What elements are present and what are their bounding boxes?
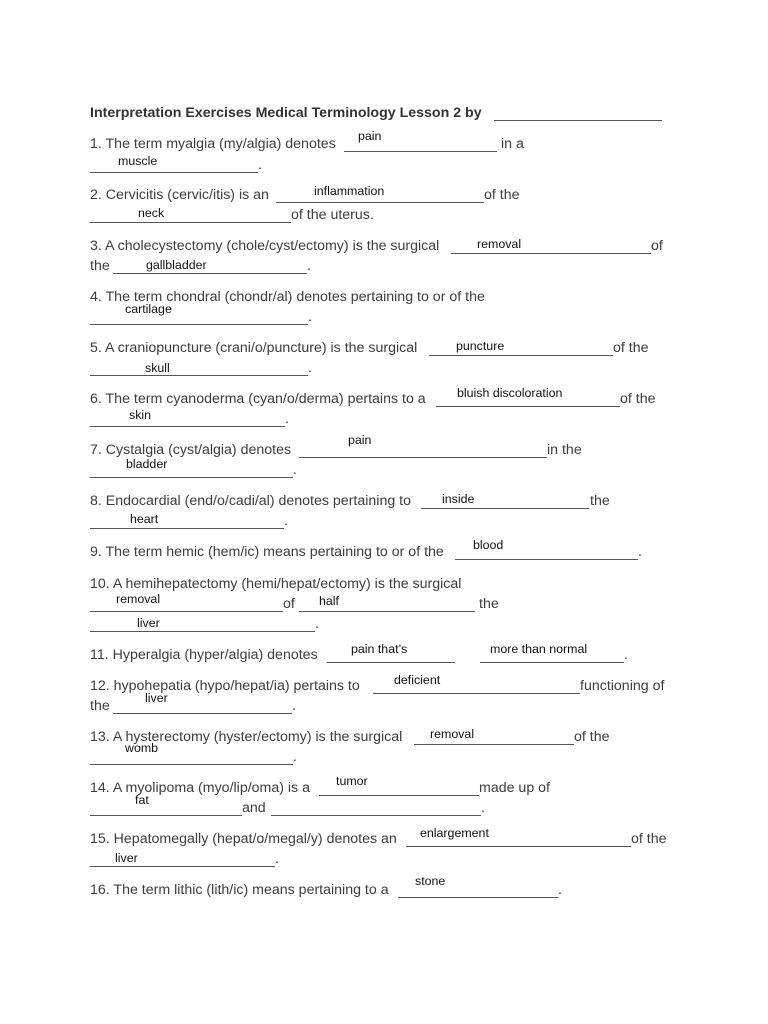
q15-answer-1: enlargement bbox=[420, 826, 489, 840]
q16-text: 16. The term lithic (lith/ic) means pertaining to a bbox=[90, 882, 389, 898]
q15-text-2: of the bbox=[631, 831, 667, 847]
q10-text-2: of bbox=[283, 596, 295, 612]
q3-text: 3. A cholecystectomy (chole/cyst/ectomy) is the surgical bbox=[90, 238, 440, 254]
q6-blank-1 bbox=[436, 406, 620, 407]
q5-text: 5. A craniopuncture (crani/o/puncture) is the surgical bbox=[90, 340, 418, 356]
q7-answer-2: bladder bbox=[126, 457, 168, 471]
worksheet-title: Interpretation Exercises Medical Terminology Lesson 2 by bbox=[90, 105, 482, 121]
q2-blank-2 bbox=[90, 222, 291, 223]
q12-text-3: the bbox=[90, 698, 110, 714]
q14-blank-2 bbox=[90, 815, 242, 816]
q6-blank-2 bbox=[90, 426, 285, 427]
q5-end: . bbox=[308, 360, 312, 376]
q16-blank-1 bbox=[398, 897, 558, 898]
q14-end: . bbox=[481, 800, 485, 816]
q12-answer-2: liver bbox=[145, 691, 168, 705]
q3-blank-1 bbox=[451, 253, 651, 254]
q10-answer-2: half bbox=[319, 594, 339, 608]
q11-blank-1 bbox=[327, 662, 455, 663]
q14-answer-2: fat bbox=[135, 793, 149, 807]
q14-text-2: made up of bbox=[479, 780, 550, 796]
q16-answer-1: stone bbox=[415, 874, 446, 888]
name-blank bbox=[494, 120, 662, 121]
q8-blank-1 bbox=[421, 508, 589, 509]
q10-answer-1: removal bbox=[116, 592, 161, 606]
q2-text: 2. Cervicitis (cervic/itis) is an bbox=[90, 187, 269, 203]
q11-answer-2: more than normal bbox=[490, 642, 588, 656]
q15-blank-2 bbox=[90, 866, 275, 867]
q7-blank-2 bbox=[90, 477, 293, 478]
q2-text-2: of the bbox=[484, 187, 520, 203]
q13-answer-2: womb bbox=[125, 741, 159, 755]
q15-end: . bbox=[275, 851, 279, 867]
q4-end: . bbox=[308, 309, 312, 325]
q14-blank-1 bbox=[319, 795, 479, 796]
q1-text-2: in a bbox=[501, 136, 524, 152]
q15-blank-1 bbox=[406, 846, 631, 847]
q3-answer-1: removal bbox=[477, 237, 522, 251]
q10-text-3: the bbox=[479, 596, 499, 612]
q12-text: 12. hypohepatia (hypo/hepat/ia) pertains to bbox=[90, 678, 360, 694]
q2-answer-2: neck bbox=[138, 206, 165, 220]
q14-text: 14. A myolipoma (myo/lip/oma) is a bbox=[90, 780, 310, 796]
q15-text: 15. Hepatomegally (hepat/o/megal/y) denotes an bbox=[90, 831, 397, 847]
q13-blank-1 bbox=[414, 744, 574, 745]
q6-answer-2: skin bbox=[129, 408, 152, 422]
q5-answer-1: puncture bbox=[456, 339, 505, 353]
q4-blank-1 bbox=[90, 324, 308, 325]
q9-end: . bbox=[638, 544, 642, 560]
q5-blank-1 bbox=[429, 355, 613, 356]
q3-end: . bbox=[307, 258, 311, 274]
q12-text-2: functioning of bbox=[580, 678, 665, 694]
q13-end: . bbox=[293, 749, 297, 765]
q9-answer-1: blood bbox=[473, 538, 504, 552]
q1-text: 1. The term myalgia (my/algia) denotes bbox=[90, 136, 336, 152]
q2-blank-1 bbox=[276, 202, 484, 203]
q10-answer-3: liver bbox=[137, 616, 160, 630]
q7-end: . bbox=[293, 462, 297, 478]
q11-text: 11. Hyperalgia (hyper/algia) denotes bbox=[90, 647, 318, 663]
q10-blank-3 bbox=[90, 631, 315, 632]
q1-answer-2: muscle bbox=[118, 154, 158, 168]
q2-answer-1: inflammation bbox=[314, 184, 385, 198]
q14-answer-1: tumor bbox=[336, 774, 368, 788]
q3-blank-2 bbox=[113, 273, 307, 274]
q13-text-2: of the bbox=[574, 729, 610, 745]
q7-blank-1 bbox=[299, 457, 547, 458]
q14-blank-3 bbox=[271, 815, 481, 816]
q13-answer-1: removal bbox=[430, 727, 475, 741]
q10-blank-1 bbox=[90, 611, 283, 612]
q8-blank-2 bbox=[90, 528, 284, 529]
q7-text-2: in the bbox=[547, 442, 582, 458]
q1-blank-1 bbox=[344, 151, 497, 152]
q7-answer-1: pain bbox=[348, 433, 372, 447]
q7-text: 7. Cystalgia (cyst/algia) denotes bbox=[90, 442, 292, 458]
q8-text-2: the bbox=[590, 493, 610, 509]
q4-answer-1: cartilage bbox=[125, 302, 172, 316]
q5-answer-2: skull bbox=[145, 361, 170, 375]
q12-blank-1 bbox=[373, 693, 580, 694]
q6-answer-1: bluish discoloration bbox=[457, 386, 563, 400]
q12-end: . bbox=[292, 698, 296, 714]
q3-text-2: of bbox=[651, 238, 663, 254]
q6-end: . bbox=[285, 411, 289, 427]
q1-end: . bbox=[258, 157, 262, 173]
q9-blank-1 bbox=[455, 559, 638, 560]
q9-text: 9. The term hemic (hem/ic) means pertaining to or of the bbox=[90, 544, 444, 560]
q10-blank-2 bbox=[299, 611, 475, 612]
q12-answer-1: deficient bbox=[394, 673, 441, 687]
q4-text: 4. The term chondral (chondr/al) denotes pertaining to or of the bbox=[90, 289, 485, 305]
q5-blank-2 bbox=[90, 375, 308, 376]
q2-end: of the uterus. bbox=[291, 207, 374, 223]
q13-text: 13. A hysterectomy (hyster/ectomy) is the surgical bbox=[90, 729, 403, 745]
q8-answer-1: inside bbox=[442, 492, 475, 506]
q11-answer-1: pain that’s bbox=[351, 642, 408, 656]
q10-text: 10. A hemihepatectomy (hemi/hepat/ectomy) is the surgical bbox=[90, 576, 462, 592]
q14-text-3: and bbox=[242, 800, 266, 816]
q1-blank-2 bbox=[90, 172, 258, 173]
q11-blank-2 bbox=[480, 662, 624, 663]
q8-text: 8. Endocardial (end/o/cadi/al) denotes pertaining to bbox=[90, 493, 412, 509]
q11-end: . bbox=[624, 647, 628, 663]
q13-blank-2 bbox=[90, 764, 293, 765]
q6-text: 6. The term cyanoderma (cyan/o/derma) pertains to a bbox=[90, 391, 426, 407]
q15-answer-2: liver bbox=[115, 851, 138, 865]
q1-answer-1: pain bbox=[358, 129, 382, 143]
q3-text-3: the bbox=[90, 258, 110, 274]
q5-text-2: of the bbox=[613, 340, 649, 356]
q16-end: . bbox=[558, 882, 562, 898]
q3-answer-2: gallbladder bbox=[146, 258, 207, 272]
q6-text-2: of the bbox=[620, 391, 656, 407]
q8-answer-2: heart bbox=[130, 512, 159, 526]
q10-end: . bbox=[315, 616, 319, 632]
q12-blank-2 bbox=[113, 713, 292, 714]
q8-end: . bbox=[284, 513, 288, 529]
